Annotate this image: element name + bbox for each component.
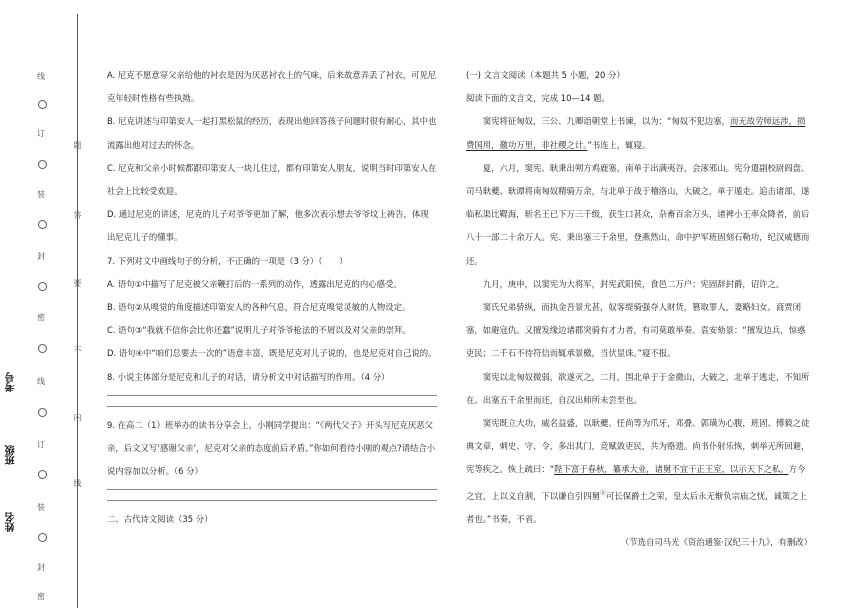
margin-marker: 订	[37, 129, 45, 138]
binding-hole-icon	[38, 533, 47, 542]
margin-notice-char: 线	[73, 479, 82, 488]
binding-hole-icon	[38, 282, 47, 291]
passage-paragraph-2: 夏，六月，窦宪、耿秉出朔方鸡鹿塞，南单于出满夷谷，会涿邪山。宪分遣副校尉阎盘、司马耿夔、耿谭将南匈奴精骑万余，与北单于战于稽洛山，大破之，单于遁走。追击诸部，遂临私渠比鞮海，斩名王已下万三千级，获生口甚众，杂畜百余万头，诸裨小王率众降者，前后八十一部二十余万人。宪、秉出塞三千余里，登燕然山，命中护军班固刻石勒功，纪汉威德而还。	[466, 162, 810, 266]
passage-paragraph-5: 窦宪以北匈奴微弱，欲遂灭之，二月，围北单于于金微山，大破之，北单于逃走，不知所在。出塞五千余里而还，自汉出师所未尝至也。	[466, 371, 810, 405]
passage-text: ”书连上，辄寝。	[587, 139, 651, 150]
margin-notice-char: 答	[73, 211, 82, 220]
answer-line[interactable]	[107, 395, 437, 396]
binding-hole-icon	[38, 470, 47, 479]
margin-marker: 封	[37, 563, 45, 572]
class-field	[6, 445, 34, 465]
margin-marker: 线	[37, 72, 45, 81]
question-7-option-c: C. 语句③“我就不信你会比你还蠢”说明儿子对爷爷枪法的不屑以及对父亲的崇拜。	[107, 325, 411, 336]
binding-hole-icon	[38, 100, 47, 109]
exam-number-field	[6, 372, 34, 392]
margin-marker: 密	[37, 313, 45, 322]
binding-hole-icon	[38, 344, 47, 353]
section-2-heading: 二、古代诗文阅读（35 分）	[107, 514, 213, 525]
answer-line[interactable]	[107, 500, 437, 501]
margin-notice-char: 不	[73, 346, 82, 355]
class-label: 班级	[6, 445, 17, 465]
reading-instruction: 阅读下面的文言文，完成 10—14 题。	[466, 93, 610, 104]
name-label: 姓名	[6, 512, 17, 532]
passage-paragraph-4: 窦氏兄弟骄纵，而执金吾景尤甚，奴客缇骑强夺人财货，篡取罪人，妻略妇女。商贾闭塞，如避寇仇。又擅发缘边诸郡突骑有才力者，有司莫敢举奏。袁安劾景：“擅发边兵，惊惑吏民；二千石不待符信而辄承景檄，当伏显诛。”寝不报。	[466, 302, 806, 359]
margin-marker: 封	[37, 252, 45, 261]
margin-marker: 装	[37, 503, 45, 512]
question-6-option-a: A. 尼克不愿意穿父亲给他的衬衣是因为厌恶衬衣上的气味，后来故意弄丢了衬衣，可见尼克年轻时性格有些执拗。	[107, 70, 437, 104]
margin-notice-char: 内	[73, 413, 82, 422]
right-column	[466, 64, 812, 554]
passage-text: 窦宪将征匈奴，三公、九卿诣朝堂上书谏，以为：“匈奴不犯边塞，	[482, 116, 731, 127]
margin-notice-char: 题	[73, 141, 82, 150]
question-6-option-c: C. 尼克和父亲小时候都跟印第安人一块儿住过，都有印第安人朋友，说明当时印第安人在社会上比较受欢迎。	[107, 162, 437, 197]
question-6-option-b: B. 尼克讲述与印第安人一起打黑松鼠的经历，表现出他回答孩子问题时很有耐心，其中也流露出他对过去的怀念。	[107, 116, 437, 150]
question-7-option-d: D. 语句④中“咱们总要去一次的”语意丰富，既是尼克对儿子说的，也是尼克对自己说的。	[107, 348, 437, 359]
margin-marker: 装	[37, 190, 45, 199]
footnote-marker: ⑪	[600, 489, 607, 497]
passage-paragraph-6	[466, 412, 812, 531]
margin-notice-char: 要	[73, 279, 82, 288]
margin-marker: 密	[37, 592, 45, 601]
passage-text: 窦宪既立大功，威名益盛，以耿夔、任尚等为爪牙，邓叠、郭璜为心腹，班固、傅毅之徒典文章，刺史、守、令，多出其门，竞赋敛吏民，共为赂遗。尚书仆射乐恢，刺举无所回避，宪等疾之。恢上疏曰：“	[466, 418, 810, 475]
passage-paragraph-3: 九月，庚申，以窦宪为大将军，封宪武阳侯，食邑二万户；宪固辞封爵，诏许之。	[482, 278, 785, 289]
question-6-option-d: D. 通过尼克的讲述，尼克的儿子对爷爷更加了解，他多次表示想去爷爷坟上祷告，体现出尼克儿子的懂事。	[107, 209, 429, 243]
question-8-stem: 8. 小说主体部分是尼克和儿子的对话，请分析文中对话描写的作用。（4 分）	[107, 371, 390, 382]
name-field	[6, 512, 34, 532]
binding-hole-icon	[38, 220, 47, 229]
question-7-option-a: A. 语句①中描写了尼克被父亲鞭打后的一系列的动作，透露出尼克的内心感受。	[107, 278, 402, 289]
subsection-heading: (一) 文言文阅读（本题共 5 小题，20 分）	[466, 70, 625, 80]
answer-line[interactable]	[107, 489, 437, 490]
passage-source: （节选自司马光《资治通鉴·汉纪三十九》，有删改）	[620, 536, 812, 547]
underlined-sentence: 而无故劳师远涉，损费国用，徼功万里，非社稷之计。	[466, 116, 806, 150]
passage-paragraph-1	[466, 110, 812, 156]
passage-text: 方今之宜，上以义自割，下以谦自引四舅	[466, 464, 806, 501]
underlined-sentence: 陛下富于春秋，纂承大业，诸舅不宜干正王室，以示天下之私。	[554, 464, 789, 475]
margin-marker: 线	[37, 377, 45, 386]
margin-marker: 订	[37, 440, 45, 449]
binding-line	[77, 14, 78, 608]
binding-margin	[0, 0, 82, 608]
binding-hole-icon	[38, 408, 47, 417]
question-7-stem: 7. 下列对文中画线句子的分析，不正确的一项是（3 分）（ ）	[107, 255, 348, 266]
left-column	[107, 64, 437, 532]
exam-number-label: 考号	[6, 372, 17, 392]
answer-line[interactable]	[107, 406, 437, 407]
passage-text: 可长保爵土之荣，皇太后永无惭负宗庙之忧，诚策之上者也。”书奏，不省。	[466, 490, 808, 524]
question-9-stem: 9. 在高二（1）班举办的读书分享会上，小刚同学提出：“《两代父子》开头写尼克厌恶父亲，后文又写‘感谢父亲’，尼克对父亲的态度前后矛盾。”你如何看待小刚的观点?请结合小说内容加以分析。（6 分）	[107, 419, 436, 477]
binding-hole-icon	[38, 160, 47, 169]
question-7-option-b: B. 语句②从嗅觉的角度描述印第安人的各种气息，符合尼克嗅觉灵敏的人物设定。	[107, 302, 411, 313]
